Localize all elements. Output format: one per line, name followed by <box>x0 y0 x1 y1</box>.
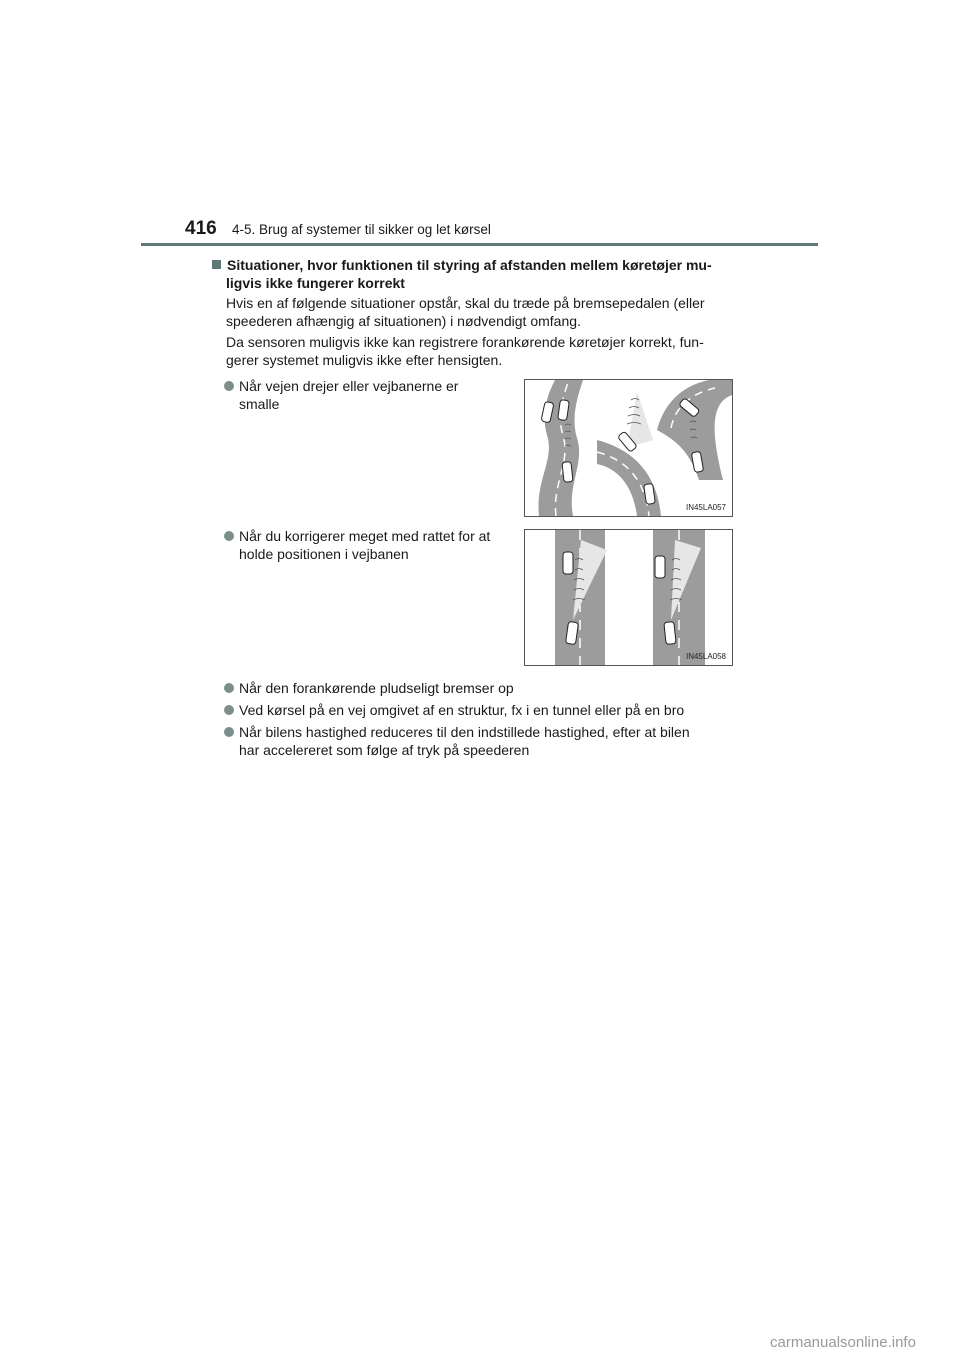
header-rule <box>141 243 818 246</box>
paragraph-1-line-1: Hvis en af følgende situationer opstår, skal du træde på bremsepedalen (eller <box>226 295 705 311</box>
page-number: 416 <box>185 218 217 239</box>
figure-curved-roads <box>524 379 733 517</box>
chapter-title: 4-5. Brug af systemer til sikker og let kørsel <box>232 222 491 237</box>
straight-roads-illustration <box>525 530 732 665</box>
figure-code: IN45LA058 <box>685 652 726 661</box>
bullet-dot-icon <box>224 531 234 541</box>
paragraph-1-line-2: speederen afhængig af situationen) i nødvendigt omfang. <box>226 313 581 329</box>
bullet-text: Når vejen drejer eller vejbanerne er smalle <box>239 378 459 412</box>
bullet-item <box>224 377 512 413</box>
bullet-dot-icon <box>224 381 234 391</box>
curved-roads-illustration <box>525 380 732 516</box>
bullet-dot-icon <box>224 683 234 693</box>
bullet-text: Når bilens hastighed reduceres til den indstillede hastighed, efter at bilen har accelereret som følge af tryk på speederen <box>239 724 690 758</box>
heading-line-1: Situationer, hvor funktionen til styring af afstanden mellem køretøjer mu- <box>227 257 712 273</box>
bullet-item <box>224 701 764 719</box>
paragraph-2-line-1: Da sensoren muligvis ikke kan registrere forankørende køretøjer korrekt, fun- <box>226 334 704 350</box>
bullet-dot-icon <box>224 727 234 737</box>
paragraph-2 <box>226 333 754 369</box>
bullet-text: Når den forankørende pludseligt bremser op <box>239 680 514 696</box>
figure-code: IN45LA057 <box>685 503 726 512</box>
bullet-item <box>224 527 524 563</box>
watermark: carmanualsonline.info <box>770 1334 916 1351</box>
paragraph-2-line-2: gerer systemet muligvis ikke efter hensigten. <box>226 352 503 368</box>
bullet-text: Når du korrigerer meget med rattet for at holde positionen i vejbanen <box>239 528 491 562</box>
figure-straight-roads <box>524 529 733 666</box>
heading-line-2: ligvis ikke fungerer korrekt <box>226 275 405 291</box>
section-heading <box>212 256 752 292</box>
heading-square-icon <box>212 260 221 269</box>
bullet-text: Ved kørsel på en vej omgivet af en struktur, fx i en tunnel eller på en bro <box>239 702 685 718</box>
paragraph-1 <box>226 294 754 330</box>
bullet-item <box>224 723 764 759</box>
bullet-item <box>224 679 764 697</box>
bullet-dot-icon <box>224 705 234 715</box>
